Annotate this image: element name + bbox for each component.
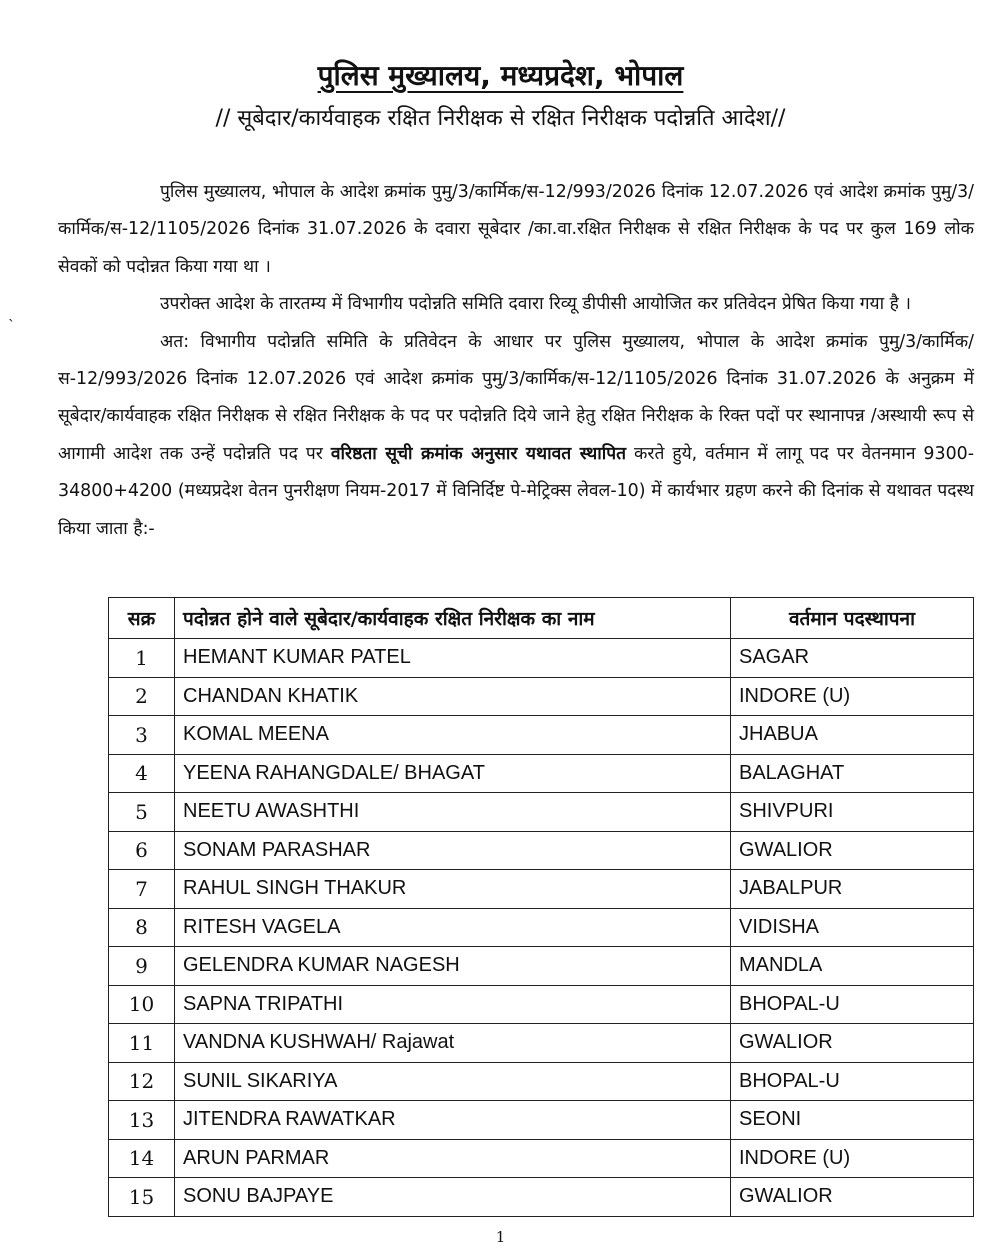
header-posting: वर्तमान पदस्थापना xyxy=(731,598,974,639)
serial-cell: 2 xyxy=(109,677,175,716)
header-name: पदोन्नत होने वाले सूबेदार/कार्यवाहक रक्षित निरीक्षक का नाम xyxy=(175,598,731,639)
table-row xyxy=(109,1101,974,1140)
serial-cell: 8 xyxy=(109,908,175,947)
paragraph-3-text-b: करते हुये, वर्तमान में लागू पद पर वेतनमान 9300-34800+4200 (मध्यप्रदेश वेतन पुनरीक्षण नियम-2017 में विनिर्दिष्ट पे-मेट्रिक्स लेवल-10) में कार्यभार ग्रहण करने की दिनांक से यथावत पदस्थ किया जाता है:- xyxy=(58,443,974,539)
name-cell: KOMAL MEENA xyxy=(175,716,731,755)
name-cell: ARUN PARMAR xyxy=(175,1139,731,1178)
posting-cell: VIDISHA xyxy=(731,908,974,947)
table-row xyxy=(109,1024,974,1063)
name-cell: SONU BAJPAYE xyxy=(175,1178,731,1217)
table-row xyxy=(109,793,974,832)
posting-cell: JABALPUR xyxy=(731,870,974,909)
serial-cell: 12 xyxy=(109,1062,175,1101)
table-row xyxy=(109,677,974,716)
posting-cell: BALAGHAT xyxy=(731,754,974,793)
table-row xyxy=(109,639,974,678)
page-number: 1 xyxy=(495,1228,506,1246)
posting-cell: BHOPAL-U xyxy=(731,1062,974,1101)
table-row xyxy=(109,870,974,909)
margin-mark: ˎ xyxy=(8,306,15,322)
order-body xyxy=(58,174,974,548)
table-row xyxy=(109,716,974,755)
posting-cell: SAGAR xyxy=(731,639,974,678)
serial-cell: 13 xyxy=(109,1101,175,1140)
table-row xyxy=(109,831,974,870)
table-row xyxy=(109,1062,974,1101)
posting-cell: GWALIOR xyxy=(731,1024,974,1063)
table-row xyxy=(109,908,974,947)
serial-cell: 9 xyxy=(109,947,175,986)
page-title: पुलिस मुख्यालय, मध्यप्रदेश, भोपाल xyxy=(317,59,684,92)
name-cell: SONAM PARASHAR xyxy=(175,831,731,870)
header-serial: सक्र xyxy=(109,598,175,639)
serial-cell: 1 xyxy=(109,639,175,678)
name-cell: YEENA RAHANGDALE/ BHAGAT xyxy=(175,754,731,793)
name-cell: SAPNA TRIPATHI xyxy=(175,985,731,1024)
name-cell: NEETU AWASHTHI xyxy=(175,793,731,832)
table-row xyxy=(109,754,974,793)
posting-cell: INDORE (U) xyxy=(731,677,974,716)
name-cell: GELENDRA KUMAR NAGESH xyxy=(175,947,731,986)
table-row xyxy=(109,947,974,986)
paragraph-3-text-a: अत: विभागीय पदोन्नति समिति के प्रतिवेदन के आधार पर पुलिस मुख्यालय, भोपाल के आदेश क्रमांक पुमु/3/कार्मिक/स-12/993/2026 दिनांक 12.07.2026 एवं आदेश क्रमांक पुमु/3/कार्मिक/स-12/1105/2026 दिनांक 31.07.2026 के अनुक्रम में सूबेदार/कार्यवाहक रक्षित निरीक्षक से रक्षित निरीक्षक के पद पर पदोन्नति दिये जाने हेतु रक्षित निरीक्षक के रिक्त पदों पर स्थानापन्न /अस्थायी रूप से आगामी आदेश तक उन्हें पदोन्नति पद पर xyxy=(58,331,974,464)
posting-cell: BHOPAL-U xyxy=(731,985,974,1024)
table-header-row xyxy=(109,598,974,639)
name-cell: HEMANT KUMAR PATEL xyxy=(175,639,731,678)
posting-cell: GWALIOR xyxy=(731,1178,974,1217)
paragraph-1: पुलिस मुख्यालय, भोपाल के आदेश क्रमांक पुमु/3/कार्मिक/स-12/993/2026 दिनांक 12.07.2026 एवं आदेश क्रमांक पुमु/3/कार्मिक/स-12/1105/2026 दिनांक 31.07.2026 के दवारा सूबेदार /का.वा.रक्षित निरीक्षक से रक्षित निरीक्षक के पद पर कुल 169 लोक सेवकों को पदोन्नत किया गया था । xyxy=(58,182,974,277)
posting-cell: SHIVPURI xyxy=(731,793,974,832)
name-cell: CHANDAN KHATIK xyxy=(175,677,731,716)
paragraph-3-bold: वरिष्ठता सूची क्रमांक अनुसार यथावत स्थापित xyxy=(330,443,627,464)
posting-cell: GWALIOR xyxy=(731,831,974,870)
paragraph-3 xyxy=(58,324,974,548)
name-cell: JITENDRA RAWATKAR xyxy=(175,1101,731,1140)
posting-cell: JHABUA xyxy=(731,716,974,755)
serial-cell: 10 xyxy=(109,985,175,1024)
posting-cell: SEONI xyxy=(731,1101,974,1140)
posting-cell: INDORE (U) xyxy=(731,1139,974,1178)
table-row xyxy=(109,1139,974,1178)
order-subtitle: // सूबेदार/कार्यवाहक रक्षित निरीक्षक से रक्षित निरीक्षक पदोन्नति आदेश// xyxy=(215,106,786,131)
posting-cell: MANDLA xyxy=(731,947,974,986)
table-row xyxy=(109,985,974,1024)
name-cell: RAHUL SINGH THAKUR xyxy=(175,870,731,909)
serial-cell: 5 xyxy=(109,793,175,832)
name-cell: SUNIL SIKARIYA xyxy=(175,1062,731,1101)
serial-cell: 14 xyxy=(109,1139,175,1178)
serial-cell: 15 xyxy=(109,1178,175,1217)
serial-cell: 4 xyxy=(109,754,175,793)
serial-cell: 3 xyxy=(109,716,175,755)
serial-cell: 7 xyxy=(109,870,175,909)
paragraph-2: उपरोक्त आदेश के तारतम्य में विभागीय पदोन्नति समिति दवारा रिव्यू डीपीसी आयोजित कर प्रतिवेदन प्रेषित किया गया है । xyxy=(160,294,912,315)
serial-cell: 6 xyxy=(109,831,175,870)
name-cell: RITESH VAGELA xyxy=(175,908,731,947)
promotion-table xyxy=(108,597,974,1217)
table-row xyxy=(109,1178,974,1217)
serial-cell: 11 xyxy=(109,1024,175,1063)
name-cell: VANDNA KUSHWAH/ Rajawat xyxy=(175,1024,731,1063)
